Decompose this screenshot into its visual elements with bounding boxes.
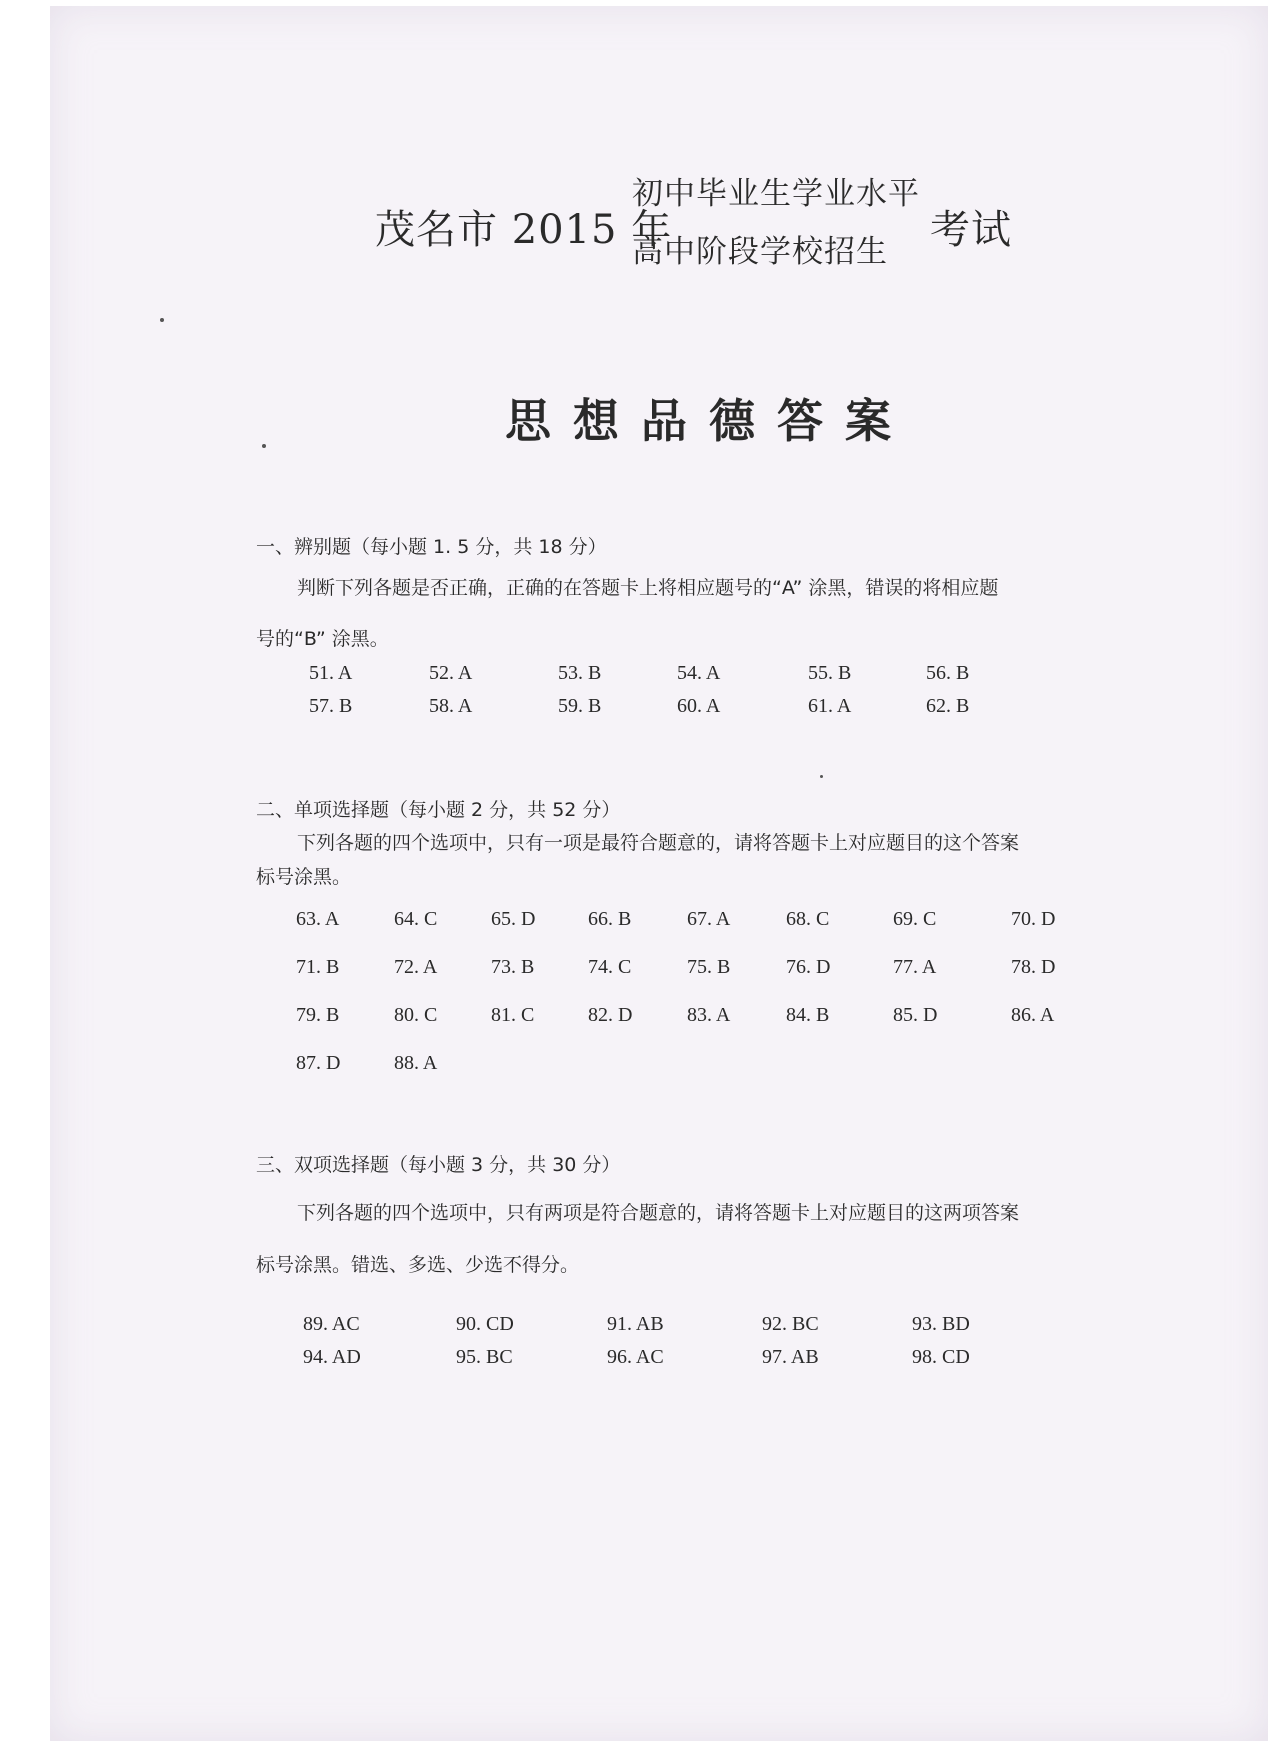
header-city-year: 茂名市 2015 年 [375,207,673,253]
answer-item: 57. B [309,695,353,717]
answer-item: 52. A [429,662,473,684]
answer-item: 60. A [677,695,721,717]
scan-speck [820,775,823,778]
answer-item: 61. A [808,695,852,717]
answer-item: 69. C [893,908,937,930]
answer-item: 95. BC [456,1346,513,1368]
section-1-heading: 一、辨别题（每小题 1. 5 分，共 18 分） [256,536,607,558]
section-2-heading: 二、单项选择题（每小题 2 分，共 52 分） [256,799,621,821]
answer-item: 75. B [687,956,731,978]
answer-item: 68. C [786,908,830,930]
section-2-instruction-2: 标号涂黑。 [256,866,352,888]
answer-item: 51. A [309,662,353,684]
answer-item: 56. B [926,662,970,684]
section-1-instruction-1: 判断下列各题是否正确，正确的在答题卡上将相应题号的“A” 涂黑，错误的将相应题 [297,577,999,599]
answer-item: 73. B [491,956,535,978]
answer-item: 53. B [558,662,602,684]
answer-item: 88. A [394,1052,438,1074]
answer-item: 71. B [296,956,340,978]
answer-item: 83. A [687,1004,731,1026]
answer-item: 82. D [588,1004,633,1026]
answer-item: 54. A [677,662,721,684]
answer-item: 79. B [296,1004,340,1026]
answer-item: 87. D [296,1052,341,1074]
scan-speck [262,444,266,448]
answer-item: 66. B [588,908,632,930]
answer-item: 74. C [588,956,632,978]
section-1-instruction-2: 号的“B” 涂黑。 [256,628,389,650]
answer-item: 93. BD [912,1313,970,1335]
section-3-instruction-1: 下列各题的四个选项中，只有两项是符合题意的，请将答题卡上对应题目的这两项答案 [297,1202,1020,1224]
answer-item: 65. D [491,908,536,930]
answer-item: 91. AB [607,1313,664,1335]
answer-item: 89. AC [303,1313,360,1335]
answer-item: 85. D [893,1004,938,1026]
answer-item: 80. C [394,1004,438,1026]
answer-item: 84. B [786,1004,830,1026]
header-exam: 考试 [930,207,1012,253]
header-line-bottom: 高中阶段学校招生 [632,234,888,270]
answer-item: 55. B [808,662,852,684]
answer-item: 76. D [786,956,831,978]
answer-item: 94. AD [303,1346,361,1368]
answer-item: 98. CD [912,1346,970,1368]
answer-item: 62. B [926,695,970,717]
answer-item: 96. AC [607,1346,664,1368]
answer-item: 97. AB [762,1346,819,1368]
answer-item: 63. A [296,908,340,930]
answer-item: 72. A [394,956,438,978]
answer-item: 92. BC [762,1313,819,1335]
page-title: 思想品德答案 [505,394,913,448]
answer-item: 64. C [394,908,438,930]
scan-speck [160,318,164,322]
answer-item: 58. A [429,695,473,717]
answer-item: 70. D [1011,908,1056,930]
answer-item: 86. A [1011,1004,1055,1026]
section-3-heading: 三、双项选择题（每小题 3 分，共 30 分） [256,1154,621,1176]
answer-item: 77. A [893,956,937,978]
section-3-instruction-2: 标号涂黑。错选、多选、少选不得分。 [256,1254,580,1276]
section-2-instruction-1: 下列各题的四个选项中，只有一项是最符合题意的，请将答题卡上对应题目的这个答案 [297,832,1020,854]
answer-item: 78. D [1011,956,1056,978]
answer-item: 90. CD [456,1313,514,1335]
answer-item: 59. B [558,695,602,717]
header-line-top: 初中毕业生学业水平 [632,176,920,212]
answer-item: 81. C [491,1004,535,1026]
answer-item: 67. A [687,908,731,930]
